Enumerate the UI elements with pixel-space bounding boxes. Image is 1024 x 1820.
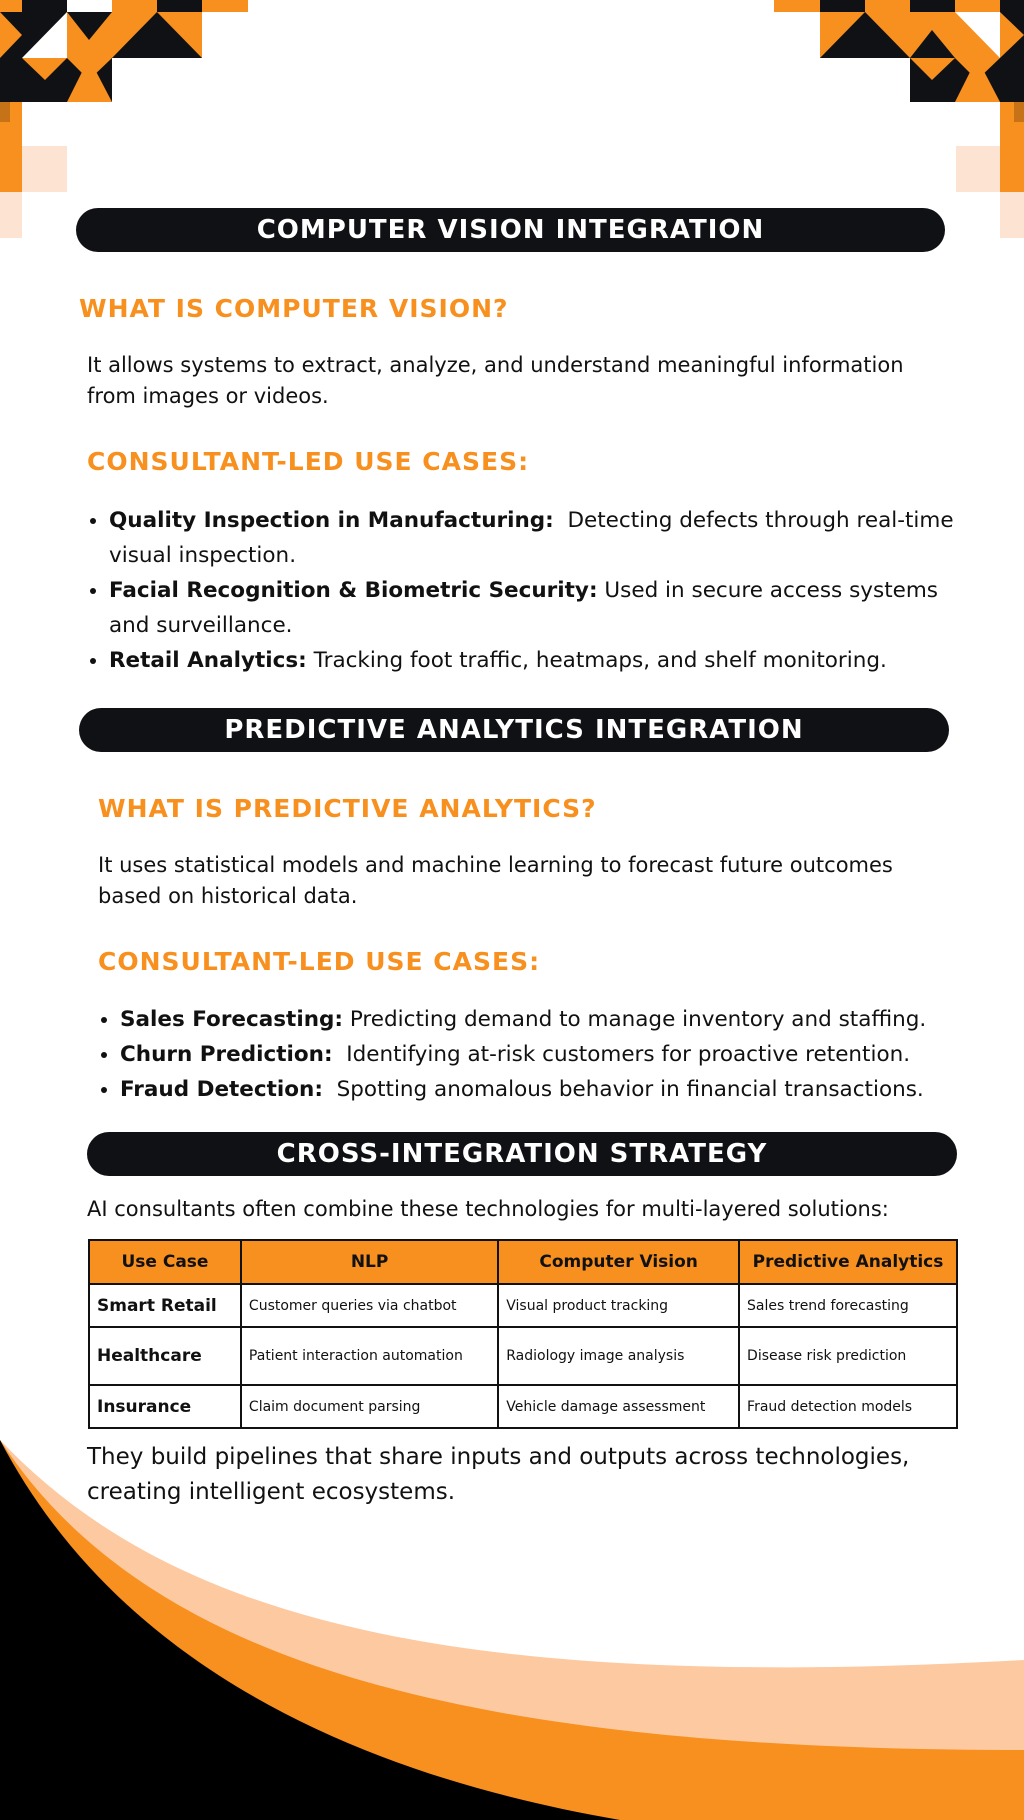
cross-integration-intro: AI consultants often combine these technologies for multi-layered solutions:	[87, 1197, 889, 1221]
column-header: Computer Vision	[498, 1240, 739, 1284]
table-cell: Smart Retail	[89, 1284, 241, 1327]
list-item: • Facial Recognition & Biometric Security: Used in secure access systems and surveillance.	[109, 573, 959, 643]
table-cell: Disease risk prediction	[739, 1327, 957, 1385]
table-cell: Customer queries via chatbot	[241, 1284, 498, 1327]
column-header: NLP	[241, 1240, 498, 1284]
table-cell: Fraud detection models	[739, 1385, 957, 1428]
table-header-row	[89, 1240, 957, 1284]
list-item: • Quality Inspection in Manufacturing: Detecting defects through real-time visual inspection.	[109, 503, 959, 573]
list-item: • Fraud Detection: Spotting anomalous behavior in financial transactions.	[120, 1072, 970, 1107]
table-row	[89, 1385, 957, 1428]
pa-use-case-list	[98, 1002, 970, 1107]
table-cell: Radiology image analysis	[498, 1327, 739, 1385]
corner-pattern-top-left	[0, 0, 250, 240]
table-cell: Insurance	[89, 1385, 241, 1428]
computer-vision-definition: It allows systems to extract, analyze, and understand meaningful information from images or videos.	[87, 353, 904, 408]
bottom-wave-decoration	[0, 1430, 1024, 1820]
heading-consultant-use-cases-cv: CONSULTANT-LED USE CASES:	[87, 447, 530, 476]
heading-what-is-predictive-analytics: WHAT IS PREDICTIVE ANALYTICS?	[98, 794, 597, 823]
table-cell: Visual product tracking	[498, 1284, 739, 1327]
table-cell: Vehicle damage assessment	[498, 1385, 739, 1428]
corner-pattern-top-right	[774, 0, 1024, 240]
column-header: Predictive Analytics	[739, 1240, 957, 1284]
heading-what-is-computer-vision: WHAT IS COMPUTER VISION?	[79, 294, 509, 323]
integration-table	[88, 1239, 958, 1429]
list-item: • Churn Prediction: Identifying at-risk customers for proactive retention.	[120, 1037, 970, 1072]
table-row	[89, 1327, 957, 1385]
section-banner-cross-integration: CROSS-INTEGRATION STRATEGY	[87, 1132, 957, 1176]
list-item: • Retail Analytics: Tracking foot traffic, heatmaps, and shelf monitoring.	[109, 643, 959, 678]
cv-use-case-list	[87, 503, 959, 678]
section-banner-computer-vision: COMPUTER VISION INTEGRATION	[76, 208, 945, 252]
predictive-analytics-definition: It uses statistical models and machine learning to forecast future outcomes based on historical data.	[98, 853, 893, 908]
table-cell: Sales trend forecasting	[739, 1284, 957, 1327]
list-item: • Sales Forecasting: Predicting demand to manage inventory and staffing.	[120, 1002, 970, 1037]
table-row	[89, 1284, 957, 1327]
table-cell: Patient interaction automation	[241, 1327, 498, 1385]
section-banner-predictive-analytics: PREDICTIVE ANALYTICS INTEGRATION	[79, 708, 949, 752]
table-cell: Healthcare	[89, 1327, 241, 1385]
column-header: Use Case	[89, 1240, 241, 1284]
table-cell: Claim document parsing	[241, 1385, 498, 1428]
closing-statement: They build pipelines that share inputs and outputs across technologies, creating intelligent ecosystems.	[87, 1444, 910, 1505]
heading-consultant-use-cases-pa: CONSULTANT-LED USE CASES:	[98, 947, 541, 976]
